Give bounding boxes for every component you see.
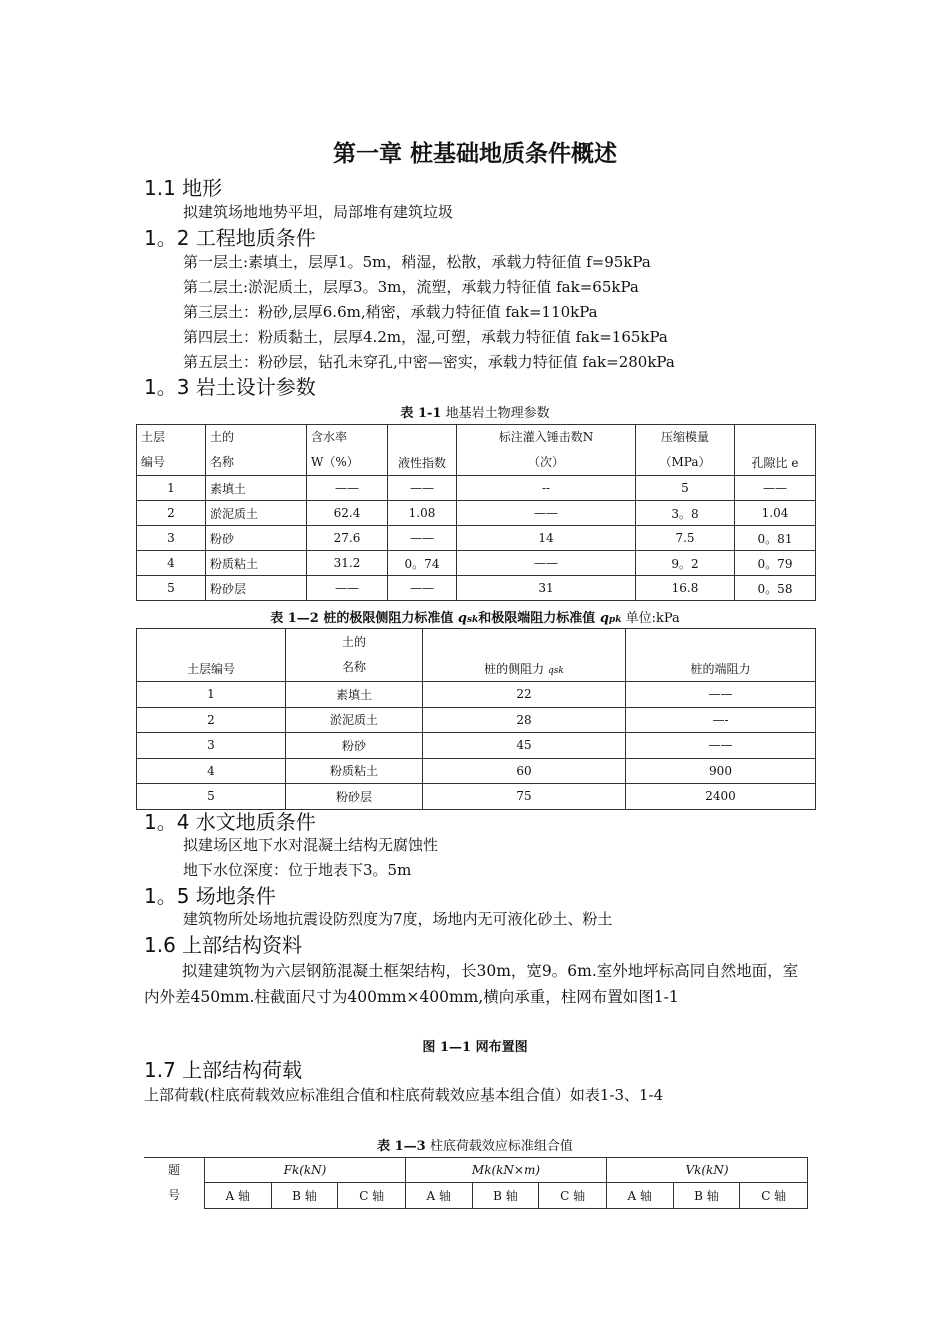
cell: 1	[137, 476, 206, 501]
header-end-resistance: 桩的端阻力	[626, 629, 816, 682]
header-text: 土的	[210, 430, 235, 444]
cell: ——	[388, 526, 457, 551]
layer-line-3: 第三层土：粉砂,层厚6.6m,稍密，承载力特征值 fak=110kPa	[183, 303, 598, 321]
table1-caption	[0, 402, 950, 421]
header-text: 题	[167, 1163, 180, 1177]
cell: ——	[388, 476, 457, 501]
header-text: 压缩模量	[660, 430, 709, 444]
header-vk: Vk(kN)	[606, 1158, 807, 1183]
cell: 3	[137, 733, 286, 759]
table-row	[137, 476, 816, 501]
header-number	[144, 1158, 205, 1209]
section-heading-1-4: 1。4 水文地质条件	[144, 810, 316, 834]
section-heading-1-2: 1。2 工程地质条件	[144, 226, 316, 250]
cell: 31	[457, 576, 636, 601]
cell: ——	[457, 501, 636, 526]
header-axis: A 轴	[405, 1183, 472, 1208]
cell: 900	[626, 758, 816, 784]
table3-caption-number: 表 1—3	[377, 1139, 426, 1154]
table-row	[137, 784, 816, 810]
cell: 2	[137, 707, 286, 733]
section-heading-1-5: 1。5 场地条件	[144, 884, 276, 908]
chapter-title: 第一章 桩基础地质条件概述	[332, 141, 617, 167]
header-axis: C 轴	[539, 1183, 607, 1208]
table-row	[137, 758, 816, 784]
header-liquidity-index: 液性指数	[388, 425, 457, 476]
cell: —-	[626, 707, 816, 733]
layer-line-5: 第五层土：粉砂层，钻孔未穿孔,中密—密实，承载力特征值 fak=280kPa	[183, 353, 675, 371]
header-compression-modulus	[636, 425, 735, 476]
cell: 粉砂	[286, 733, 423, 759]
cell: 0。81	[735, 526, 816, 551]
header-axis: B 轴	[472, 1183, 539, 1208]
cell: ——	[307, 576, 388, 601]
header-text: 编号	[141, 455, 166, 469]
cell: 16.8	[636, 576, 735, 601]
section-heading-1-3: 1。3 岩土设计参数	[144, 375, 316, 399]
cell: 27.6	[307, 526, 388, 551]
cell: 4	[137, 758, 286, 784]
cell: 粉砂层	[286, 784, 423, 810]
soil-physical-parameters-table	[136, 424, 816, 601]
cell: 淤泥质土	[286, 707, 423, 733]
cell: 3	[137, 526, 206, 551]
header-layer-number: 土层编号	[137, 629, 286, 682]
cell: ——	[626, 682, 816, 708]
table3-caption-text: 柱底荷载效应标准组合值	[425, 1139, 573, 1154]
section-heading-1-6: 1.6 上部结构资料	[144, 933, 303, 957]
header-text: 桩的侧阻力	[484, 662, 548, 676]
table-row	[137, 526, 816, 551]
cell: 22	[423, 682, 626, 708]
layer-line-4: 第四层土：粉质黏土，层厚4.2m，湿,可塑，承载力特征值 fak=165kPa	[183, 328, 668, 346]
header-text: W（%）	[311, 455, 359, 469]
cell: 0。74	[388, 551, 457, 576]
section-text-1-7: 上部荷载(柱底荷载效应标准组合值和柱底荷载效应基本组合值）如表1-3、1-4	[144, 1086, 664, 1104]
header-text: 名称	[341, 660, 366, 674]
cell: 0。79	[735, 551, 816, 576]
header-text: 土层	[141, 430, 166, 444]
header-side-resistance	[423, 629, 626, 682]
cell: 粉砂层	[206, 576, 307, 601]
table-row	[137, 501, 816, 526]
cell: 2	[137, 501, 206, 526]
cell: 3。8	[636, 501, 735, 526]
table2-caption-q1: q	[457, 611, 467, 626]
section-text-1-1: 拟建筑场地地势平坦，局部堆有建筑垃圾	[183, 203, 454, 221]
header-text: 名称	[210, 455, 235, 469]
cell: 45	[423, 733, 626, 759]
header-water-content	[307, 425, 388, 476]
header-text: 标注灌入锤击数N	[498, 430, 594, 444]
header-text: 含水率	[311, 430, 348, 444]
cell: ——	[307, 476, 388, 501]
cell: 粉质粘土	[286, 758, 423, 784]
table2-caption-q1-sub: sk	[466, 615, 479, 625]
table-header-row	[144, 1158, 808, 1183]
hydro-line-2: 地下水位深度：位于地表下3。5m	[183, 861, 412, 879]
cell: --	[457, 476, 636, 501]
cell: 9。2	[636, 551, 735, 576]
header-text: 土的	[341, 635, 366, 649]
header-axis: C 轴	[338, 1183, 406, 1208]
header-axis: B 轴	[673, 1183, 740, 1208]
layer-line-2: 第二层土:淤泥质土，层厚3。3m，流塑，承载力特征值 fak=65kPa	[183, 278, 639, 296]
table3-caption	[0, 1135, 950, 1154]
cell: 75	[423, 784, 626, 810]
cell: 淤泥质土	[206, 501, 307, 526]
cell: ——	[388, 576, 457, 601]
header-fk: Fk(kN)	[205, 1158, 406, 1183]
cell: 素填土	[286, 682, 423, 708]
header-axis: C 轴	[740, 1183, 808, 1208]
cell: 2400	[626, 784, 816, 810]
table-header-row	[137, 629, 816, 682]
hydro-line-1: 拟建场区地下水对混凝土结构无腐蚀性	[183, 836, 439, 854]
header-axis: A 轴	[606, 1183, 673, 1208]
cell: 粉砂	[206, 526, 307, 551]
table2-caption-b: 和极限端阻力标准值	[478, 611, 600, 626]
table1-caption-text: 地基岩土物理参数	[441, 406, 550, 421]
header-text: 号	[167, 1188, 180, 1202]
table-row	[137, 707, 816, 733]
cell: 4	[137, 551, 206, 576]
header-axis: B 轴	[271, 1183, 338, 1208]
column-load-standard-table	[144, 1157, 808, 1209]
cell: ——	[457, 551, 636, 576]
layer-line-1: 第一层土:素填土，层厚1。5m，稍湿，松散，承载力特征值 f=95kPa	[183, 253, 651, 271]
header-text: （MPa）	[659, 455, 711, 469]
cell: 60	[423, 758, 626, 784]
table-row	[137, 682, 816, 708]
table1-caption-number: 表 1-1	[400, 406, 442, 421]
cell: 素填土	[206, 476, 307, 501]
header-text: （次）	[527, 455, 564, 469]
cell: 62.4	[307, 501, 388, 526]
cell: 1.04	[735, 501, 816, 526]
header-mk: Mk(kN×m)	[405, 1158, 606, 1183]
section-heading-1-1: 1.1 地形	[144, 176, 223, 200]
header-subscript: qsk	[547, 666, 564, 676]
table-header-row	[137, 425, 816, 476]
figure-caption: 图 1—1 网布置图	[422, 1040, 528, 1055]
cell: ——	[626, 733, 816, 759]
table-row	[137, 733, 816, 759]
table2-caption-q2-sub: pk	[608, 615, 622, 625]
header-spt-blows	[457, 425, 636, 476]
cell: 5	[137, 784, 286, 810]
cell: 5	[137, 576, 206, 601]
cell: ——	[735, 476, 816, 501]
cell: 7.5	[636, 526, 735, 551]
section-text-1-5: 建筑物所处场地抗震设防烈度为7度，场地内无可液化砂土、粉土	[183, 910, 613, 928]
table-row	[137, 551, 816, 576]
pile-resistance-table	[136, 628, 816, 810]
cell: 粉质粘土	[206, 551, 307, 576]
section-text-1-6: 拟建建筑物为六层钢筋混凝土框架结构，长30m，宽9。6m.室外地坪标高同自然地面，室内外差450mm.柱截面尺寸为400mm×400mm,横向承重，柱网布置如图1-1	[144, 962, 799, 1006]
cell: 1	[137, 682, 286, 708]
table2-caption-unit: 单位:kPa	[621, 611, 680, 626]
cell: 5	[636, 476, 735, 501]
section-heading-1-7: 1.7 上部结构荷载	[144, 1058, 303, 1082]
cell: 31.2	[307, 551, 388, 576]
cell: 14	[457, 526, 636, 551]
cell: 1.08	[388, 501, 457, 526]
header-soil-name	[286, 629, 423, 682]
table2-caption-a: 表 1—2 桩的极限侧阻力标准值	[270, 611, 458, 626]
header-layer-number	[137, 425, 206, 476]
cell: 28	[423, 707, 626, 733]
table2-caption	[0, 607, 950, 626]
header-void-ratio: 孔隙比 e	[735, 425, 816, 476]
table-row	[137, 576, 816, 601]
table-header-row	[144, 1183, 808, 1208]
header-soil-name	[206, 425, 307, 476]
table2-caption-q2: q	[599, 611, 609, 626]
header-axis: A 轴	[205, 1183, 272, 1208]
cell: 0。58	[735, 576, 816, 601]
